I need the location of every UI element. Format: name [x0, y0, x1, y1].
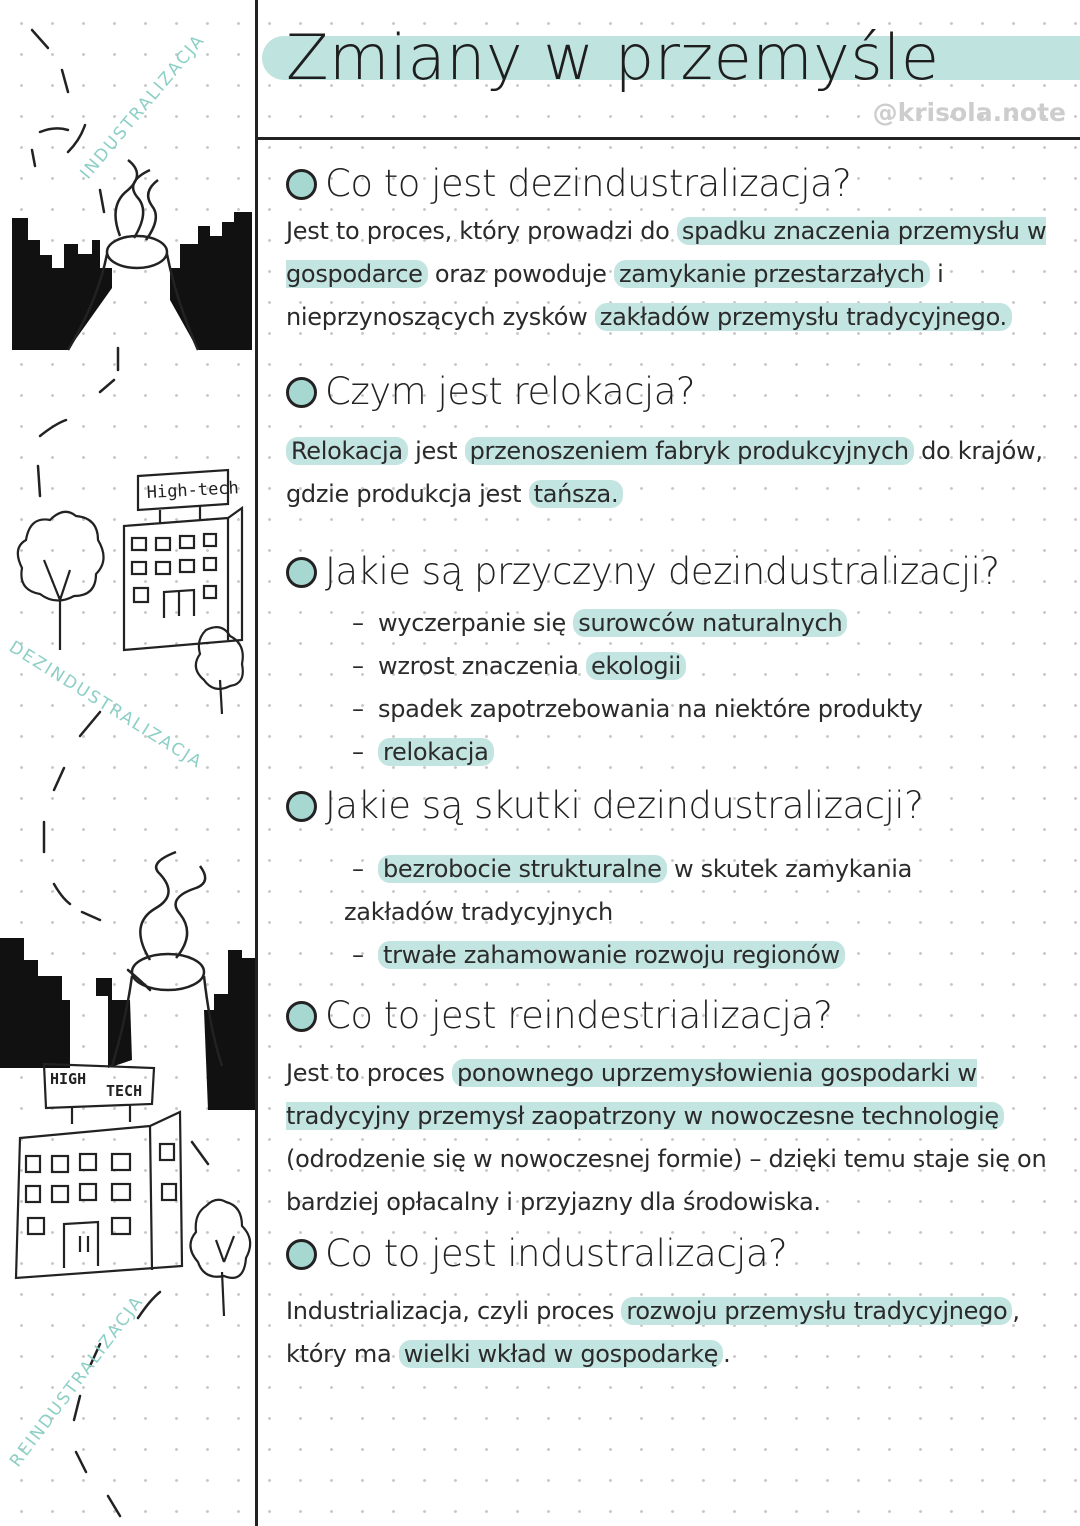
list-item: [352, 645, 1056, 688]
text-run: , który ma: [286, 1297, 1020, 1368]
answer-text: [286, 1052, 1056, 1224]
highlighted-text: bezrobocie strukturalne: [378, 855, 667, 883]
bullet-icon: [286, 377, 317, 408]
dash-icon: –: [352, 609, 364, 637]
sign2-right-label: TECH: [106, 1082, 143, 1100]
question-text: Co to jest reindestrializacja?: [325, 994, 833, 1037]
reindustrialization-label: REINDUSTRALIZACJA: [6, 1291, 149, 1472]
dash-icon: –: [352, 695, 364, 723]
text-run: oraz powoduje: [427, 260, 614, 288]
dash-icon: –: [352, 855, 364, 883]
question-text: Co to jest dezindustralizacja?: [325, 162, 852, 205]
bullet-icon: [286, 1001, 317, 1032]
text-run: wzrost znaczenia: [378, 652, 586, 680]
highlighted-text: tańsza.: [529, 480, 624, 508]
question-text: Co to jest industralizacja?: [325, 1232, 788, 1275]
question-heading: [286, 780, 1056, 832]
highlighted-text: rozwoju przemysłu tradycyjnego: [621, 1297, 1012, 1325]
section-relocation: [286, 366, 1056, 516]
question-text: Jakie są skutki dezindustralizacji?: [325, 784, 924, 827]
industrialization-label: INDUSTRALIZACJA: [76, 30, 210, 184]
answer-text: [286, 430, 1056, 516]
text-run: jest: [407, 437, 465, 465]
highlighted-text: trwałe zahamowanie rozwoju regionów: [378, 941, 845, 969]
question-heading: [286, 158, 1056, 210]
bullet-icon: [286, 557, 317, 588]
bullet-icon: [286, 169, 317, 200]
list-item: [352, 848, 1056, 891]
highlighted-text: zamykanie przestarzałych: [614, 260, 930, 288]
list-item: [352, 731, 1056, 774]
highlighted-text: relokacja: [378, 738, 494, 766]
text-run: Jest to proces: [286, 1059, 452, 1087]
question-heading: [286, 546, 1056, 598]
highlighted-text: spadku znaczenia przemysłu w gospodarce: [286, 217, 1047, 288]
list-item: [352, 688, 1056, 731]
text-run: spadek zapotrzebowania na niektóre produkty: [378, 695, 923, 723]
text-run: zakładów tradycyjnych: [344, 898, 613, 926]
text-run: Jest to proces, który prowadzi do: [286, 217, 677, 245]
effects-list: [286, 848, 1056, 977]
text-run: Industrializacja, czyli proces: [286, 1297, 622, 1325]
section-reindustrialization: [286, 990, 1056, 1224]
sidebar-drawing: [0, 0, 256, 1526]
text-run: w skutek zamykania: [666, 855, 913, 883]
deindustrialization-label: DEZINDUSTRALIZACJA: [5, 637, 207, 774]
text-run: .: [723, 1340, 731, 1368]
highlighted-text: Relokacja: [286, 437, 408, 465]
section-causes: [286, 546, 1056, 774]
bullet-icon: [286, 1239, 317, 1270]
text-run: (odrodzenie się w nowoczesnej formie) – dzięki temu staje się on bardziej opłacalny i przyjazny dla środowiska.: [286, 1145, 1047, 1216]
section-industrialization: [286, 1228, 1056, 1376]
answer-text: [286, 210, 1056, 339]
text-run: wyczerpanie się: [378, 609, 574, 637]
question-heading: [286, 366, 1056, 418]
causes-list: [286, 602, 1056, 774]
sign2-left-label: HIGH: [50, 1070, 87, 1088]
page-title: Zmiany w przemyśle: [286, 21, 940, 94]
highlighted-text: wielki wkład w gospodarkę: [399, 1340, 723, 1368]
answer-text: [286, 1290, 1056, 1376]
section-effects: [286, 780, 1056, 977]
highlighted-text: przenoszeniem fabryk produkcyjnych: [465, 437, 914, 465]
question-heading: [286, 990, 1056, 1042]
highlighted-text: ekologii: [586, 652, 686, 680]
list-item: [352, 934, 1056, 977]
text-run: do krajów, gdzie produkcja jest: [286, 437, 1043, 508]
dash-icon: –: [352, 738, 364, 766]
vertical-divider: [255, 0, 258, 1526]
highlighted-text: zakładów przemysłu tradycyjnego.: [595, 303, 1012, 331]
dash-icon: –: [352, 941, 364, 969]
list-item: [352, 602, 1056, 645]
section-deindustrialization: [286, 158, 1056, 339]
author-handle: @krisola.note: [872, 98, 1066, 127]
industrial-city-icon: [12, 212, 252, 350]
dash-icon: –: [352, 652, 364, 680]
question-text: Czym jest relokacja?: [325, 370, 696, 413]
highlighted-text: surowców naturalnych: [573, 609, 847, 637]
question-heading: [286, 1228, 1056, 1280]
text-run: i nieprzynoszących zysków: [286, 260, 944, 331]
sidebar-illustrations: [0, 0, 256, 1526]
header-divider: [257, 137, 1080, 140]
list-item: [344, 891, 1056, 934]
sign1-label: High-tech: [146, 478, 240, 503]
highlighted-text: ponownego uprzemysłowienia gospodarki w tradycyjny przemysł zaopatrzony w nowoczesne technologię: [286, 1059, 1004, 1130]
bullet-icon: [286, 791, 317, 822]
question-text: Jakie są przyczyny dezindustralizacji?: [325, 550, 1000, 593]
